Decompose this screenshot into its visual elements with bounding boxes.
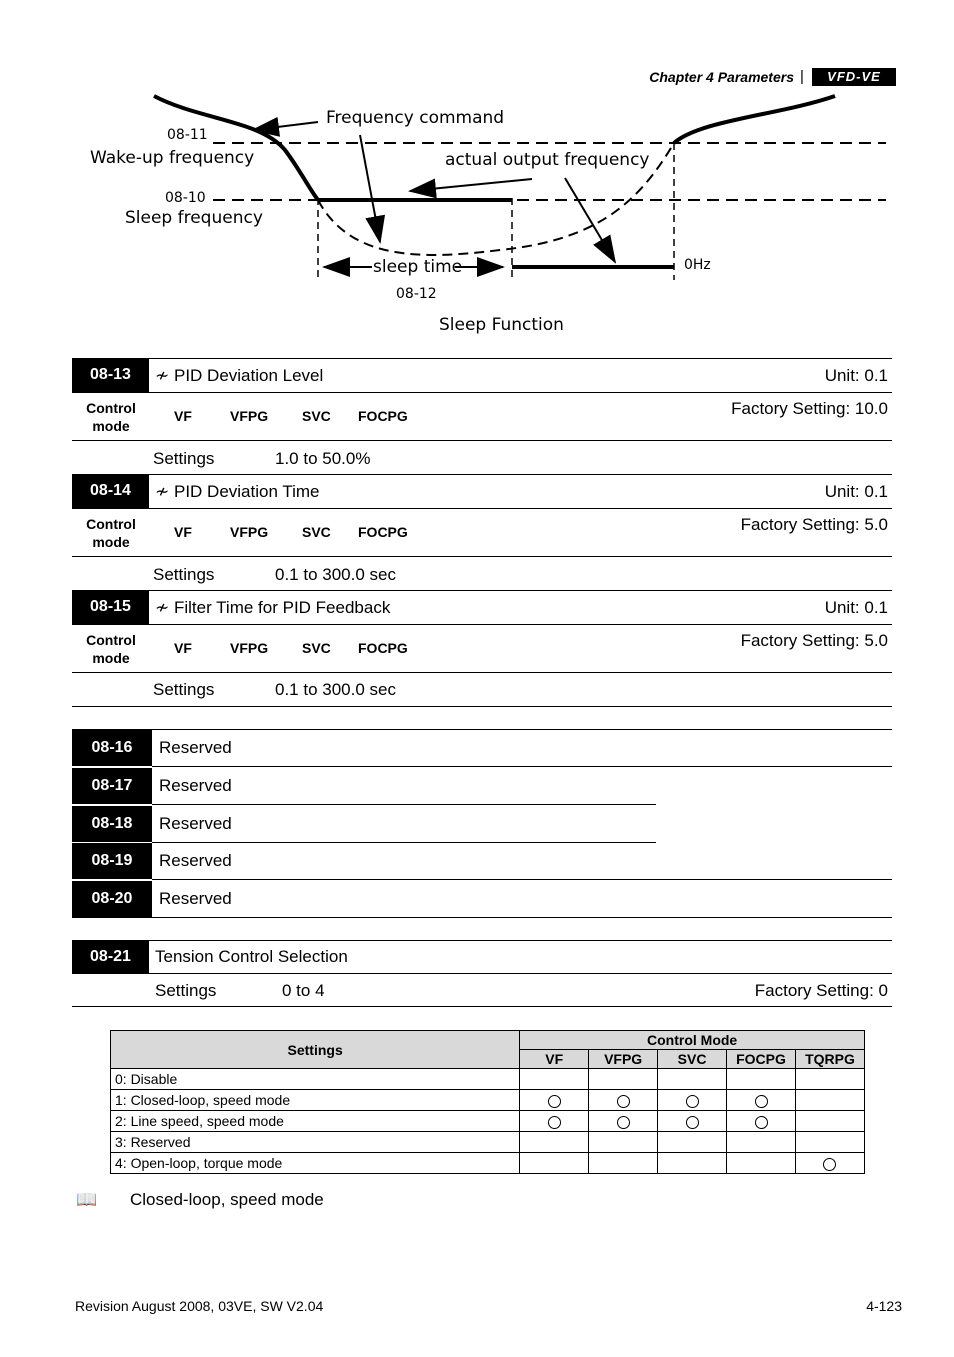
mode-focpg: FOCPG [358, 524, 408, 540]
param-rule [72, 474, 892, 475]
mode-cell [658, 1090, 727, 1111]
settings-label: Settings [155, 981, 217, 1000]
chapter-title: Chapter 4 Parameters [649, 69, 794, 85]
actual-output-arrow [410, 179, 532, 191]
param-rule [72, 590, 892, 591]
table-row [111, 1132, 865, 1153]
control-mode-label: Control mode [86, 516, 136, 550]
supported-circle-icon [548, 1095, 561, 1108]
setting-option: 1: Closed-loop, speed mode [111, 1090, 520, 1111]
param-rule [72, 358, 892, 359]
reserved-rule [152, 879, 892, 880]
factory-setting: Factory Setting: 0 [754, 981, 888, 1000]
mode-focpg: FOCPG [358, 640, 408, 656]
parameter-change-icon: ≁ [155, 482, 170, 501]
wakeup-rise-curve [674, 96, 835, 143]
mode-cell [795, 1111, 864, 1132]
mode-vf: VF [174, 524, 192, 540]
mode-cell [727, 1111, 796, 1132]
param-unit: Unit: 0.1 [824, 598, 888, 617]
settings-label: Settings [153, 680, 215, 699]
param-unit: Unit: 0.1 [824, 366, 888, 385]
col-tqrpg: TQRPG [795, 1050, 864, 1069]
reserved-code: 08-20 [72, 881, 152, 917]
reserved-label: Reserved [159, 814, 232, 833]
table-row [111, 1069, 865, 1090]
page-number: 4-123 [866, 1298, 902, 1314]
factory-setting: Factory Setting: 5.0 [740, 515, 888, 534]
param-name-text: PID Deviation Time [173, 482, 320, 501]
control-mode-label: Control mode [86, 400, 136, 434]
mode-cell [589, 1069, 658, 1090]
reserved-label: Reserved [159, 738, 232, 757]
supported-circle-icon [755, 1116, 768, 1129]
param-name [155, 598, 390, 618]
settings-value: 1.0 to 50.0% [275, 449, 371, 468]
table-row [111, 1153, 865, 1174]
reserved-rule [152, 804, 656, 805]
factory-setting: Factory Setting: 5.0 [740, 631, 888, 650]
param-name-text: PID Deviation Level [173, 366, 324, 385]
label-actual-output: actual output frequency [445, 150, 650, 170]
supported-circle-icon [548, 1116, 561, 1129]
col-vfpg: VFPG [589, 1050, 658, 1069]
param-name [155, 482, 319, 502]
mode-cell [658, 1069, 727, 1090]
freq-command-arrow [253, 122, 318, 130]
mode-vf: VF [174, 640, 192, 656]
supported-circle-icon [755, 1095, 768, 1108]
col-vf: VF [520, 1050, 589, 1069]
mode-cell [520, 1111, 589, 1132]
mode-focpg: FOCPG [358, 408, 408, 424]
table-row [111, 1111, 865, 1132]
factory-setting: Factory Setting: 10.0 [731, 399, 888, 418]
vfd-ve-logo [812, 68, 896, 86]
label-zero-hz: 0Hz [684, 257, 711, 273]
settings-label: Settings [153, 565, 215, 584]
param-rule [72, 392, 892, 393]
settings-value: 0 to 4 [282, 981, 325, 1000]
label-sleep: Sleep frequency [125, 208, 263, 228]
param-code: 08-15 [72, 590, 149, 624]
param-rule [72, 556, 892, 557]
logo-text: VFD-VE [827, 69, 881, 84]
reserved-code: 08-19 [72, 843, 152, 879]
supported-circle-icon [823, 1158, 836, 1171]
footer-revision: Revision August 2008, 03VE, SW V2.04 [75, 1298, 324, 1314]
param-rule [72, 624, 892, 625]
param-rule [72, 940, 892, 941]
control-mode-label: Control mode [86, 632, 136, 666]
reserved-code: 08-16 [72, 730, 152, 766]
actual-output-arrow-2 [565, 178, 615, 262]
param-name: Tension Control Selection [155, 947, 348, 966]
sleep-function-diagram [0, 90, 954, 350]
mode-cell [727, 1153, 796, 1174]
param-code: 08-14 [72, 474, 149, 508]
note-text: Closed-loop, speed mode [130, 1190, 324, 1209]
param-name-text: Filter Time for PID Feedback [173, 598, 391, 617]
diagram-caption: Sleep Function [439, 315, 564, 335]
mode-vfpg: VFPG [230, 640, 269, 656]
mode-cell [520, 1090, 589, 1111]
reserved-label: Reserved [159, 851, 232, 870]
reserved-code: 08-17 [72, 768, 152, 804]
table-row [111, 1090, 865, 1111]
mode-svc: SVC [302, 408, 331, 424]
label-sleep-code: 08-10 [165, 190, 206, 206]
control-mode-header: Control Mode [520, 1031, 865, 1050]
param-rule [72, 508, 892, 509]
header-separator: | [800, 68, 804, 85]
param-code: 08-13 [72, 358, 149, 392]
mode-svc: SVC [302, 640, 331, 656]
param-name [155, 366, 323, 386]
setting-option: 4: Open-loop, torque mode [111, 1153, 520, 1174]
label-frequency-command: Frequency command [326, 108, 505, 128]
param-rule [72, 973, 892, 974]
settings-value: 0.1 to 300.0 sec [275, 565, 396, 584]
reserved-rule [72, 917, 892, 918]
supported-circle-icon [686, 1095, 699, 1108]
param-code: 08-21 [72, 941, 149, 973]
supported-circle-icon [617, 1116, 630, 1129]
control-mode-table [110, 1030, 865, 1174]
setting-option: 3: Reserved [111, 1132, 520, 1153]
mode-vfpg: VFPG [230, 524, 269, 540]
param-rule [72, 706, 892, 707]
reserved-label: Reserved [159, 889, 232, 908]
param-rule [72, 1006, 892, 1007]
mode-cell [589, 1153, 658, 1174]
setting-option: 0: Disable [111, 1069, 520, 1090]
parameter-change-icon: ≁ [155, 598, 170, 617]
mode-vfpg: VFPG [230, 408, 269, 424]
mode-cell [658, 1153, 727, 1174]
label-wakeup-code: 08-11 [167, 127, 208, 143]
reserved-label: Reserved [159, 776, 232, 795]
supported-circle-icon [617, 1095, 630, 1108]
mode-cell [589, 1090, 658, 1111]
mode-cell [727, 1090, 796, 1111]
reserved-rule [72, 729, 892, 730]
settings-label: Settings [153, 449, 215, 468]
settings-header: Settings [111, 1031, 520, 1069]
mode-cell [658, 1132, 727, 1153]
label-sleep-time: sleep time [373, 257, 463, 277]
param-unit: Unit: 0.1 [824, 482, 888, 501]
param-rule [72, 440, 892, 441]
col-svc: SVC [658, 1050, 727, 1069]
reserved-code: 08-18 [72, 806, 152, 842]
supported-circle-icon [686, 1116, 699, 1129]
setting-option: 2: Line speed, speed mode [111, 1111, 520, 1132]
label-wakeup: Wake-up frequency [90, 148, 255, 168]
mode-cell [658, 1111, 727, 1132]
mode-cell [589, 1132, 658, 1153]
mode-cell [795, 1069, 864, 1090]
label-sleep-time-code: 08-12 [396, 286, 437, 302]
mode-svc: SVC [302, 524, 331, 540]
mode-vf: VF [174, 408, 192, 424]
mode-cell [727, 1069, 796, 1090]
mode-cell [795, 1090, 864, 1111]
mode-cell [520, 1069, 589, 1090]
col-focpg: FOCPG [727, 1050, 796, 1069]
parameter-change-icon: ≁ [155, 366, 170, 385]
settings-value: 0.1 to 300.0 sec [275, 680, 396, 699]
mode-cell [795, 1153, 864, 1174]
param-rule [72, 672, 892, 673]
book-icon: 📖 [76, 1190, 98, 1209]
reserved-rule [152, 842, 656, 843]
mode-cell [795, 1132, 864, 1153]
mode-cell [520, 1153, 589, 1174]
mode-cell [589, 1111, 658, 1132]
mode-cell [520, 1132, 589, 1153]
freq-command-arrow-2 [360, 135, 380, 242]
mode-cell [727, 1132, 796, 1153]
reserved-rule [152, 766, 892, 767]
